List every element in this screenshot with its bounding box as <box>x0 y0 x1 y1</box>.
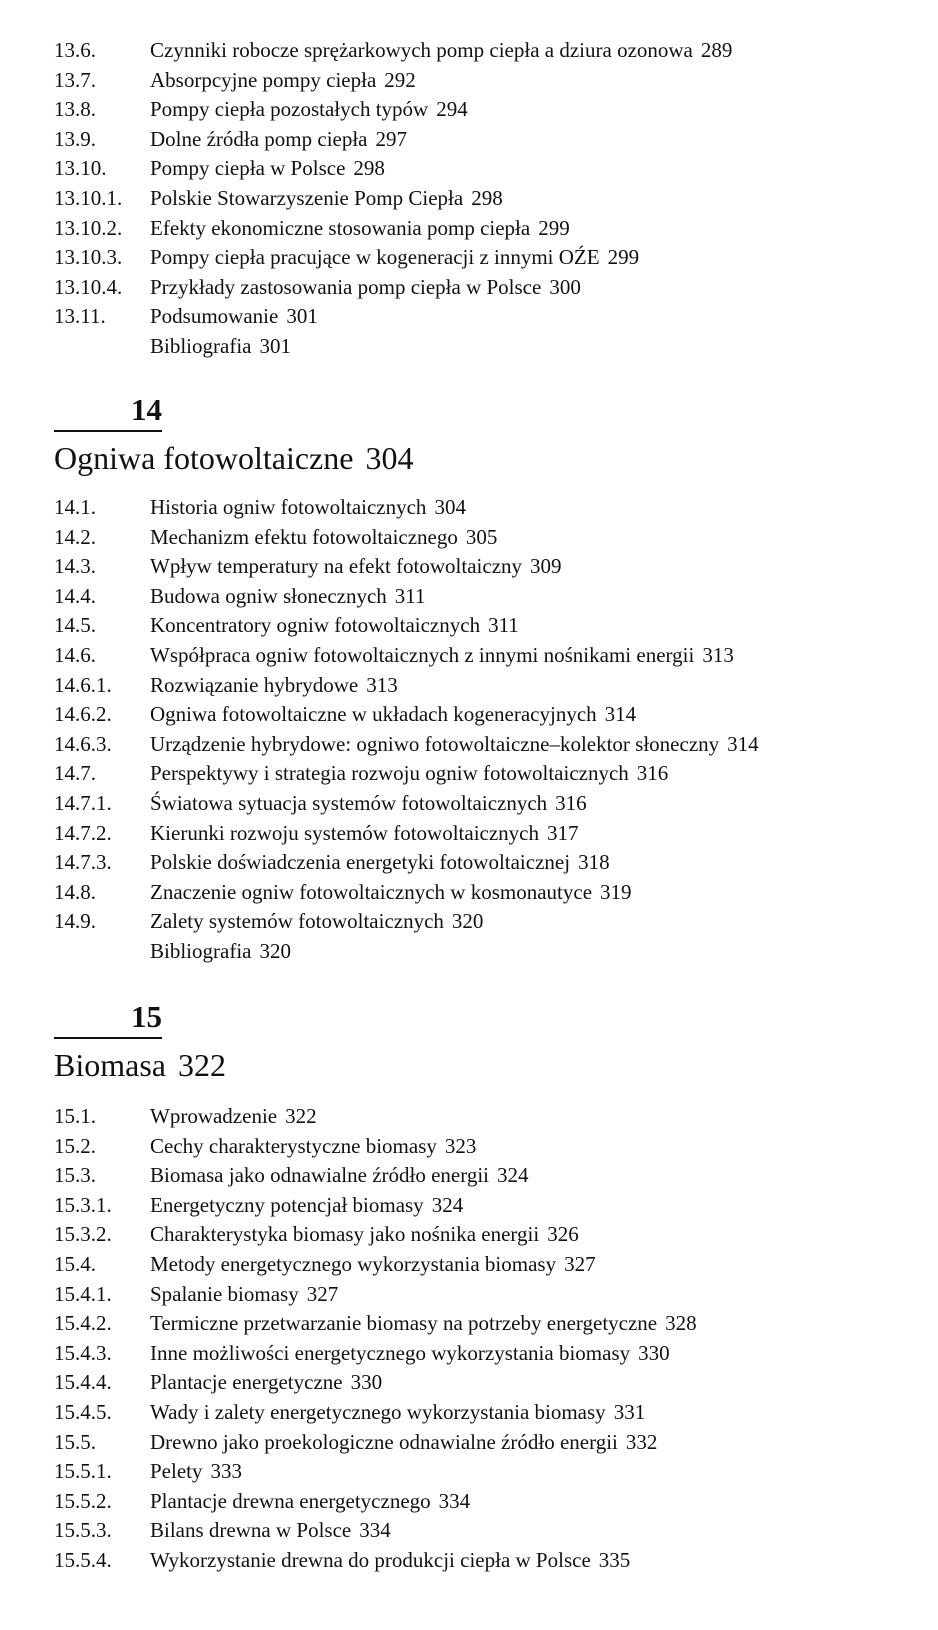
toc-entry-page: 326 <box>547 1222 579 1247</box>
toc-entry <box>54 1546 914 1576</box>
toc-entry-text <box>150 36 914 66</box>
toc-entry-number: 14.6.1. <box>54 672 112 697</box>
toc-entry-number: 13.10.4. <box>54 274 123 299</box>
toc-entry-number: 15.3. <box>54 1163 96 1188</box>
toc-entry-text <box>150 66 914 96</box>
toc-entry-page: 318 <box>578 850 610 875</box>
toc-entry-number: 14.7.1. <box>54 790 112 815</box>
toc-entry-page: 331 <box>613 1399 646 1424</box>
toc-entry <box>54 95 914 125</box>
toc-entry-title: Mechanizm efektu fotowoltaicznego <box>150 524 458 549</box>
toc-entry <box>54 552 914 582</box>
toc-entry-text <box>150 671 914 701</box>
toc-entry-page: 319 <box>600 879 632 904</box>
toc-entry <box>54 66 914 96</box>
toc-entry-page: 301 <box>259 333 291 358</box>
toc-entry <box>54 700 914 730</box>
toc-entry-page: 314 <box>604 702 637 727</box>
toc-entry-number: 15.4.4. <box>54 1370 112 1395</box>
toc-entry-text <box>150 848 914 878</box>
toc-entry-page: 332 <box>625 1429 658 1454</box>
toc-entry-title: Podsumowanie <box>150 304 279 329</box>
toc-list-chapter-13 <box>54 36 914 362</box>
toc-entry-page: 328 <box>665 1311 697 1336</box>
toc-entry-text <box>150 878 914 908</box>
toc-entry-title: Wady i zalety energetycznego wykorzystania biomasy <box>150 1399 606 1424</box>
chapter-title-line <box>54 1045 754 1085</box>
toc-entry-number: 15.2. <box>54 1133 96 1158</box>
toc-entry-text <box>150 184 914 214</box>
toc-entry <box>54 848 914 878</box>
toc-entry-title: Plantacje drewna energetycznego <box>150 1488 431 1513</box>
toc-entry-number: 15.1. <box>54 1104 96 1128</box>
toc-entry-number <box>54 332 150 362</box>
toc-entry <box>54 641 914 671</box>
toc-entry <box>54 878 914 908</box>
toc-entry-page: 333 <box>210 1459 242 1484</box>
toc-entry <box>54 1161 914 1191</box>
toc-entry-text <box>150 1546 914 1576</box>
toc-entry-number: 15.3.2. <box>54 1222 112 1247</box>
toc-entry-text <box>150 154 914 184</box>
toc-entry-number: 15.5.2. <box>54 1488 112 1513</box>
toc-entry-title: Przykłady zastosowania pomp ciepła w Polsce <box>150 274 542 299</box>
toc-entry-number: 15.4.1. <box>54 1281 112 1306</box>
toc-entry-title: Cechy charakterystyczne biomasy <box>150 1133 437 1158</box>
toc-entry-number: 14.7. <box>54 761 96 786</box>
toc-entry-number: 14.4. <box>54 583 96 608</box>
toc-entry-text <box>150 1398 914 1428</box>
toc-entry-title: Rozwiązanie hybrydowe <box>150 672 359 697</box>
toc-entry-text <box>150 819 914 849</box>
toc-entry-title: Znaczenie ogniw fotowoltaicznych w kosmonautyce <box>150 879 593 904</box>
toc-entry <box>54 243 914 273</box>
toc-entry-text <box>150 1487 914 1517</box>
toc-entry-page: 334 <box>359 1518 391 1543</box>
toc-entry-page: 313 <box>366 672 398 697</box>
toc-entry <box>54 1191 914 1221</box>
toc-entry-page: 301 <box>286 304 318 329</box>
toc-entry <box>54 789 914 819</box>
toc-entry-number: 15.4.3. <box>54 1340 112 1365</box>
toc-entry-title: Kierunki rozwoju systemów fotowoltaicznych <box>150 820 539 845</box>
toc-entry-page: 300 <box>549 274 581 299</box>
toc-entry <box>54 611 914 641</box>
toc-entry-page: 305 <box>465 524 498 549</box>
toc-entry-number: 13.10. <box>54 156 107 181</box>
toc-entry-text <box>150 1516 914 1546</box>
toc-entry-page: 324 <box>497 1163 529 1188</box>
chapter-number: 14 <box>54 392 162 432</box>
toc-entry-number: 15.5.1. <box>54 1459 112 1484</box>
toc-entry-text <box>150 95 914 125</box>
chapter-title-line <box>54 438 754 478</box>
toc-entry-page: 299 <box>607 245 640 270</box>
toc-entry-title: Dolne źródła pomp ciepła <box>150 126 368 151</box>
toc-entry-title: Bilans drewna w Polsce <box>150 1518 352 1543</box>
toc-entry-text <box>150 302 914 332</box>
toc-entry-title: Absorpcyjne pompy ciepła <box>150 67 377 92</box>
toc-entry-number: 13.8. <box>54 97 96 122</box>
toc-entry-title: Termiczne przetwarzanie biomasy na potrzeby energetyczne <box>150 1311 658 1336</box>
toc-entry-text <box>150 1191 914 1221</box>
toc-entry-page: 330 <box>350 1370 383 1395</box>
toc-entry-text <box>150 611 914 641</box>
toc-entry-title: Polskie doświadczenia energetyki fotowoltaicznej <box>150 850 571 875</box>
toc-entry-number: 14.6.3. <box>54 731 112 756</box>
toc-entry <box>54 1516 914 1546</box>
toc-entry-text <box>150 214 914 244</box>
toc-entry-page: 311 <box>488 613 519 638</box>
toc-entry-number: 13.10.2. <box>54 215 123 240</box>
toc-entry-number: 15.4. <box>54 1251 96 1276</box>
toc-entry-text <box>150 1428 914 1458</box>
toc-entry <box>54 582 914 612</box>
toc-entry-number: 15.4.5. <box>54 1399 112 1424</box>
toc-entry-number: 14.9. <box>54 909 96 934</box>
toc-entry-number: 15.5.4. <box>54 1547 112 1572</box>
toc-entry <box>54 273 914 303</box>
toc-entry-title: Plantacje energetyczne <box>150 1370 343 1395</box>
toc-entry-title: Metody energetycznego wykorzystania biomasy <box>150 1251 557 1276</box>
toc-entry-text <box>150 1280 914 1310</box>
toc-entry <box>54 1368 914 1398</box>
toc-entry-number: 13.10.3. <box>54 245 123 270</box>
toc-entry-page: 334 <box>438 1488 471 1513</box>
chapter-page: 304 <box>365 440 414 476</box>
toc-entry-page: 292 <box>384 67 416 92</box>
chapter-number: 15 <box>54 999 162 1039</box>
toc-entry-number: 14.1. <box>54 495 96 519</box>
toc-entry <box>54 1220 914 1250</box>
chapter-page: 322 <box>177 1047 226 1083</box>
toc-entry <box>54 523 914 553</box>
toc-entry-title: Czynniki robocze sprężarkowych pomp ciepła a dziura ozonowa <box>150 38 693 62</box>
toc-entry <box>54 125 914 155</box>
toc-entry-title: Energetyczny potencjał biomasy <box>150 1192 424 1217</box>
toc-entry <box>54 214 914 244</box>
toc-entry-title: Charakterystyka biomasy jako nośnika energii <box>150 1222 540 1247</box>
toc-entry-page: 327 <box>306 1281 339 1306</box>
toc-entry-title: Wykorzystanie drewna do produkcji ciepła w Polsce <box>150 1547 591 1572</box>
toc-entry-page: 320 <box>259 938 291 963</box>
toc-entry-text <box>150 937 914 967</box>
toc-entry <box>54 1309 914 1339</box>
toc-entry-page: 299 <box>538 215 570 240</box>
toc-entry-title: Bibliografia <box>150 333 252 358</box>
toc-entry <box>54 671 914 701</box>
toc-entry-number: 13.6. <box>54 38 96 62</box>
toc-entry-text <box>150 1102 914 1132</box>
toc-entry <box>54 1132 914 1162</box>
toc-entry-text <box>150 1220 914 1250</box>
toc-entry-number: 13.9. <box>54 126 96 151</box>
toc-entry-page: 316 <box>555 790 587 815</box>
toc-entry-text <box>150 759 914 789</box>
toc-entry-number <box>54 937 150 967</box>
toc-list-chapter-15 <box>54 1102 914 1576</box>
toc-entry-title: Wpływ temperatury na efekt fotowoltaiczny <box>150 554 523 579</box>
toc-entry-number: 15.5. <box>54 1429 96 1454</box>
toc-entry-text <box>150 1368 914 1398</box>
toc-entry-title: Pelety <box>150 1459 203 1484</box>
toc-entry-title: Współpraca ogniw fotowoltaicznych z innymi nośnikami energii <box>150 642 695 667</box>
toc-entry-title: Koncentratory ogniw fotowoltaicznych <box>150 613 481 638</box>
toc-entry-page: 309 <box>530 554 562 579</box>
toc-entry-page: 317 <box>547 820 579 845</box>
toc-entry-title: Urządzenie hybrydowe: ogniwo fotowoltaiczne–kolektor słoneczny <box>150 731 720 756</box>
toc-entry-title: Budowa ogniw słonecznych <box>150 583 387 608</box>
toc-entry-title: Efekty ekonomiczne stosowania pomp ciepła <box>150 215 531 240</box>
toc-entry-page: 320 <box>451 909 484 934</box>
toc-entry-text <box>150 552 914 582</box>
toc-entry-title: Pompy ciepła w Polsce <box>150 156 346 181</box>
toc-entry-page: 314 <box>727 731 759 756</box>
toc-entry-text <box>150 907 914 937</box>
toc-entry <box>54 1102 914 1132</box>
toc-entry <box>54 1398 914 1428</box>
toc-entry-text <box>150 641 914 671</box>
toc-entry-number: 14.5. <box>54 613 96 638</box>
toc-entry-page: 298 <box>353 156 385 181</box>
toc-entry-text <box>150 332 914 362</box>
toc-entry-page: 313 <box>702 642 734 667</box>
toc-entry-title: Polskie Stowarzyszenie Pomp Ciepła <box>150 185 464 210</box>
toc-entry-text <box>150 1339 914 1369</box>
toc-entry-title: Wprowadzenie <box>150 1104 278 1128</box>
toc-entry <box>54 1487 914 1517</box>
chapter-title: Biomasa <box>54 1047 166 1083</box>
toc-entry-page: 298 <box>471 185 503 210</box>
toc-entry-page: 335 <box>598 1547 631 1572</box>
toc-entry-title: Bibliografia <box>150 938 252 963</box>
toc-entry-text <box>150 523 914 553</box>
toc-entry-number: 14.3. <box>54 554 96 579</box>
toc-entry-text <box>150 700 914 730</box>
toc-entry-number: 14.6.2. <box>54 702 112 727</box>
toc-entry-page: 323 <box>444 1133 477 1158</box>
toc-entry-bibliography <box>54 332 914 362</box>
toc-entry <box>54 1428 914 1458</box>
toc-entry-title: Ogniwa fotowoltaiczne w układach kogeneracyjnych <box>150 702 597 727</box>
toc-entry <box>54 1280 914 1310</box>
toc-entry-title: Drewno jako proekologiczne odnawialne źródło energii <box>150 1429 618 1454</box>
chapter-14-heading <box>54 392 754 478</box>
toc-entry-title: Pompy ciepła pracujące w kogeneracji z innymi OŹE <box>150 245 600 270</box>
toc-entry-text <box>150 789 914 819</box>
toc-entry <box>54 819 914 849</box>
toc-entry-title: Inne możliwości energetycznego wykorzystania biomasy <box>150 1340 631 1365</box>
toc-entry-page: 330 <box>638 1340 670 1365</box>
toc-entry-page: 327 <box>564 1251 596 1276</box>
toc-entry-page: 304 <box>434 495 466 519</box>
toc-entry-number: 13.11. <box>54 304 106 329</box>
toc-entry-number: 14.6. <box>54 642 96 667</box>
toc-entry-text <box>150 273 914 303</box>
toc-entry-number: 14.8. <box>54 879 96 904</box>
toc-entry-text <box>150 1457 914 1487</box>
toc-entry-text <box>150 582 914 612</box>
toc-entry-text <box>150 243 914 273</box>
toc-entry-text <box>150 1161 914 1191</box>
toc-entry <box>54 493 914 523</box>
toc-entry <box>54 302 914 332</box>
toc-entry-number: 15.4.2. <box>54 1311 112 1336</box>
toc-entry-title: Spalanie biomasy <box>150 1281 299 1306</box>
toc-entry-number: 15.3.1. <box>54 1192 112 1217</box>
toc-entry <box>54 907 914 937</box>
toc-entry <box>54 730 914 760</box>
toc-entry-number: 15.5.3. <box>54 1518 112 1543</box>
toc-entry-title: Światowa sytuacja systemów fotowoltaicznych <box>150 790 548 815</box>
toc-entry-text <box>150 1250 914 1280</box>
toc-entry <box>54 1339 914 1369</box>
chapter-15-heading <box>54 999 754 1085</box>
toc-entry-text <box>150 1132 914 1162</box>
toc-entry-page: 294 <box>436 97 468 122</box>
toc-entry <box>54 759 914 789</box>
toc-entry-title: Biomasa jako odnawialne źródło energii <box>150 1163 490 1188</box>
toc-entry-title: Perspektywy i strategia rozwoju ogniw fotowoltaicznych <box>150 761 629 786</box>
toc-entry-number: 13.10.1. <box>54 185 123 210</box>
toc-entry-text <box>150 125 914 155</box>
toc-entry-title: Pompy ciepła pozostałych typów <box>150 97 429 122</box>
toc-entry-number: 14.7.3. <box>54 850 112 875</box>
toc-entry-page: 289 <box>700 38 733 62</box>
toc-entry-text <box>150 1309 914 1339</box>
chapter-title: Ogniwa fotowoltaiczne <box>54 440 354 476</box>
toc-entry-bibliography <box>54 937 914 967</box>
toc-entry <box>54 36 914 66</box>
toc-entry-title: Historia ogniw fotowoltaicznych <box>150 495 427 519</box>
toc-list-chapter-14 <box>54 493 914 967</box>
toc-entry-page: 311 <box>394 583 426 608</box>
toc-entry-page: 316 <box>636 761 669 786</box>
toc-entry <box>54 1250 914 1280</box>
toc-entry-title: Zalety systemów fotowoltaicznych <box>150 909 444 934</box>
toc-entry-page: 322 <box>285 1104 317 1128</box>
toc-entry-page: 297 <box>375 126 408 151</box>
toc-entry-text <box>150 730 914 760</box>
toc-entry <box>54 154 914 184</box>
toc-entry <box>54 1457 914 1487</box>
toc-entry-number: 14.7.2. <box>54 820 112 845</box>
toc-entry-page: 324 <box>431 1192 464 1217</box>
toc-entry-number: 13.7. <box>54 67 96 92</box>
toc-entry <box>54 184 914 214</box>
toc-entry-number: 14.2. <box>54 524 96 549</box>
toc-entry-text <box>150 493 914 523</box>
